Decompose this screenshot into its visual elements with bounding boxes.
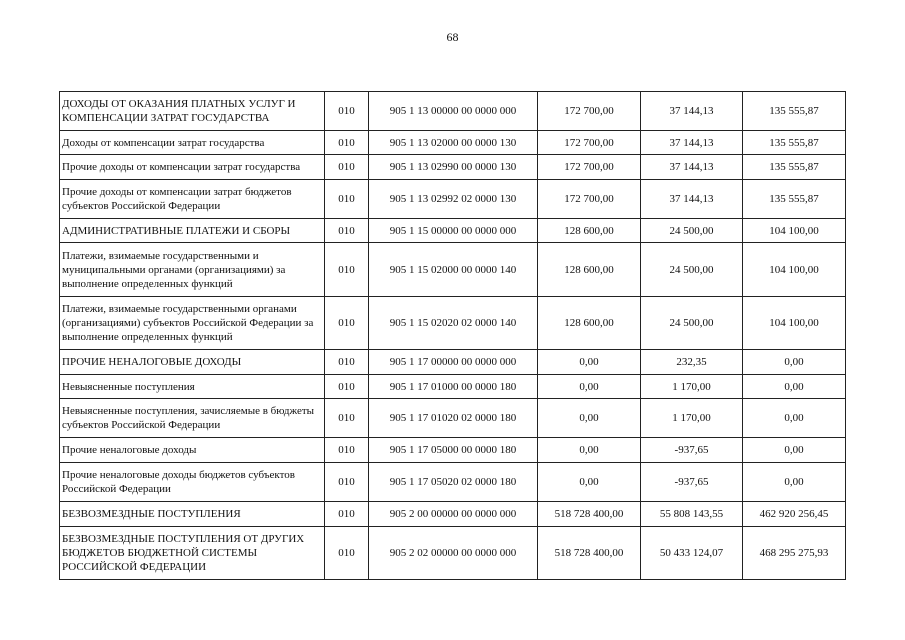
row-executed: 37 144,13 [641, 131, 743, 155]
row-executed: 1 170,00 [641, 375, 743, 399]
row-name: Прочие доходы от компенсации затрат бюджетов субъектов Российской Федерации [60, 180, 325, 219]
row-remainder: 0,00 [743, 463, 846, 502]
row-remainder: 135 555,87 [743, 92, 846, 131]
row-name: Невыясненные поступления [60, 375, 325, 399]
row-plan: 172 700,00 [538, 92, 641, 131]
row-kbk: 905 1 17 01020 02 0000 180 [369, 399, 538, 438]
row-kbk: 905 1 13 02000 00 0000 130 [369, 131, 538, 155]
row-plan: 518 728 400,00 [538, 527, 641, 580]
row-plan: 0,00 [538, 463, 641, 502]
row-executed: 50 433 124,07 [641, 527, 743, 580]
table-row [60, 375, 846, 399]
row-kbk: 905 1 15 02000 00 0000 140 [369, 243, 538, 297]
row-name: ПРОЧИЕ НЕНАЛОГОВЫЕ ДОХОДЫ [60, 350, 325, 375]
row-name: БЕЗВОЗМЕЗДНЫЕ ПОСТУПЛЕНИЯ ОТ ДРУГИХ БЮДЖЕТОВ БЮДЖЕТНОЙ СИСТЕМЫ РОССИЙСКОЙ ФЕДЕРАЦИИ [60, 527, 325, 580]
row-remainder: 104 100,00 [743, 297, 846, 350]
row-remainder: 0,00 [743, 438, 846, 463]
row-kbk: 905 1 17 05000 00 0000 180 [369, 438, 538, 463]
table-row [60, 350, 846, 375]
row-code: 010 [325, 131, 369, 155]
row-code: 010 [325, 219, 369, 243]
row-remainder: 135 555,87 [743, 131, 846, 155]
row-kbk: 905 1 17 00000 00 0000 000 [369, 350, 538, 375]
table-row [60, 243, 846, 297]
row-remainder: 104 100,00 [743, 219, 846, 243]
table-row [60, 155, 846, 180]
row-plan: 0,00 [538, 438, 641, 463]
row-code: 010 [325, 399, 369, 438]
table-row [60, 297, 846, 350]
row-remainder: 135 555,87 [743, 180, 846, 219]
row-executed: -937,65 [641, 438, 743, 463]
row-name: ДОХОДЫ ОТ ОКАЗАНИЯ ПЛАТНЫХ УСЛУГ И КОМПЕНСАЦИИ ЗАТРАТ ГОСУДАРСТВА [60, 92, 325, 131]
row-code: 010 [325, 527, 369, 580]
table-row [60, 399, 846, 438]
income-table [59, 91, 846, 580]
row-code: 010 [325, 297, 369, 350]
row-name: Платежи, взимаемые государственными органами (организациями) субъектов Российской Федерации за выполнение определенных функций [60, 297, 325, 350]
row-kbk: 905 1 15 00000 00 0000 000 [369, 219, 538, 243]
table-row [60, 92, 846, 131]
row-remainder: 135 555,87 [743, 155, 846, 180]
table-row [60, 219, 846, 243]
row-kbk: 905 1 15 02020 02 0000 140 [369, 297, 538, 350]
row-plan: 0,00 [538, 350, 641, 375]
row-name: АДМИНИСТРАТИВНЫЕ ПЛАТЕЖИ И СБОРЫ [60, 219, 325, 243]
row-executed: 232,35 [641, 350, 743, 375]
row-executed: -937,65 [641, 463, 743, 502]
row-remainder: 0,00 [743, 375, 846, 399]
row-kbk: 905 1 13 02992 02 0000 130 [369, 180, 538, 219]
row-code: 010 [325, 375, 369, 399]
row-name: Невыясненные поступления, зачисляемые в бюджеты субъектов Российской Федерации [60, 399, 325, 438]
row-plan: 128 600,00 [538, 219, 641, 243]
row-remainder: 468 295 275,93 [743, 527, 846, 580]
row-kbk: 905 1 13 00000 00 0000 000 [369, 92, 538, 131]
row-name: Прочие доходы от компенсации затрат государства [60, 155, 325, 180]
row-kbk: 905 1 13 02990 00 0000 130 [369, 155, 538, 180]
row-plan: 172 700,00 [538, 155, 641, 180]
row-code: 010 [325, 463, 369, 502]
row-plan: 172 700,00 [538, 131, 641, 155]
row-executed: 37 144,13 [641, 92, 743, 131]
table-row [60, 502, 846, 527]
row-executed: 24 500,00 [641, 297, 743, 350]
table-row [60, 463, 846, 502]
row-executed: 37 144,13 [641, 155, 743, 180]
row-name: Прочие неналоговые доходы [60, 438, 325, 463]
row-plan: 128 600,00 [538, 297, 641, 350]
row-executed: 37 144,13 [641, 180, 743, 219]
row-plan: 0,00 [538, 375, 641, 399]
row-kbk: 905 2 00 00000 00 0000 000 [369, 502, 538, 527]
table-row [60, 131, 846, 155]
row-code: 010 [325, 180, 369, 219]
row-remainder: 0,00 [743, 399, 846, 438]
row-kbk: 905 1 17 05020 02 0000 180 [369, 463, 538, 502]
row-name: БЕЗВОЗМЕЗДНЫЕ ПОСТУПЛЕНИЯ [60, 502, 325, 527]
row-name: Прочие неналоговые доходы бюджетов субъектов Российской Федерации [60, 463, 325, 502]
row-name: Доходы от компенсации затрат государства [60, 131, 325, 155]
row-remainder: 104 100,00 [743, 243, 846, 297]
table-row [60, 180, 846, 219]
row-code: 010 [325, 155, 369, 180]
table-row [60, 438, 846, 463]
row-kbk: 905 2 02 00000 00 0000 000 [369, 527, 538, 580]
row-name: Платежи, взимаемые государственными и муниципальными органами (организациями) за выполнение определенных функций [60, 243, 325, 297]
row-code: 010 [325, 92, 369, 131]
row-remainder: 0,00 [743, 350, 846, 375]
row-executed: 1 170,00 [641, 399, 743, 438]
row-code: 010 [325, 350, 369, 375]
row-plan: 0,00 [538, 399, 641, 438]
row-plan: 172 700,00 [538, 180, 641, 219]
row-code: 010 [325, 243, 369, 297]
page-number: 68 [446, 30, 459, 44]
row-executed: 55 808 143,55 [641, 502, 743, 527]
row-plan: 128 600,00 [538, 243, 641, 297]
table-row [60, 527, 846, 580]
row-kbk: 905 1 17 01000 00 0000 180 [369, 375, 538, 399]
row-executed: 24 500,00 [641, 219, 743, 243]
row-remainder: 462 920 256,45 [743, 502, 846, 527]
row-plan: 518 728 400,00 [538, 502, 641, 527]
row-executed: 24 500,00 [641, 243, 743, 297]
row-code: 010 [325, 502, 369, 527]
row-code: 010 [325, 438, 369, 463]
